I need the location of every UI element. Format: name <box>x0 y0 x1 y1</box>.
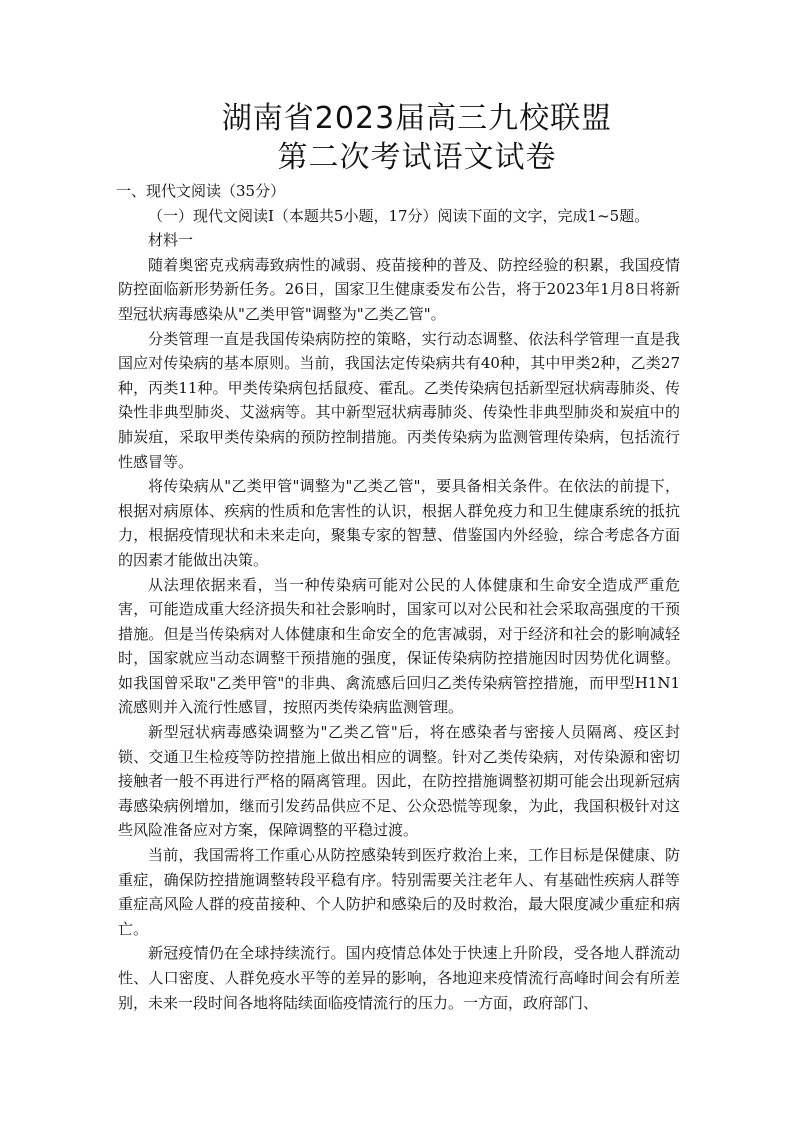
subsection-heading: （一）现代文阅读Ⅰ（本题共5小题，17分）阅读下面的文字，完成1~5题。 <box>148 206 650 225</box>
paragraph-1: 随着奥密克戎病毒致病性的减弱、疫苗接种的普及、防控经验的积累，我国疫情防控面临新形势新任务。26日，国家卫生健康委发布公告，将于2023年1月8日将新型冠状病毒感染从"乙类甲管"调整为"乙类乙管"。 <box>118 255 680 323</box>
paragraph-2: 分类管理一直是我国传染病防控的策略，实行动态调整、依法科学管理一直是我国应对传染病的基本原则。当前，我国法定传染病共有40种，其中甲类2种，乙类27种，丙类11种。甲类传染病包括鼠疫、霍乱。乙类传染病包括新型冠状病毒肺炎、传染性非典型肺炎、艾滋病等。其中新型冠状病毒肺炎、传染性非典型肺炎和炭疽中的肺炭疽，采取甲类传染病的预防控制措施。丙类传染病为监测管理传染病，包括流行性感冒等。 <box>118 329 680 471</box>
paragraph-5: 新型冠状病毒感染调整为"乙类乙管"后，将在感染者与密接人员隔离、疫区封锁、交通卫生检疫等防控措施上做出相应的调整。针对乙类传染病，对传染源和密切接触者一般不再进行严格的隔离管理。因此，在防控措施调整初期可能会出现新冠病毒感染病例增加，继而引发药品供应不足、公众恐慌等现象，为此，我国积极针对这些风险准备应对方案，保障调整的平稳过渡。 <box>118 723 680 840</box>
paragraph-6: 当前，我国需将工作重心从防控感染转到医疗救治上来，工作目标是保健康、防重症，确保防控措施调整转段平稳有序。特别需要关注老年人、有基础性疾病人群等重症高风险人群的疫苗接种、个人防护和感染后的及时救治，最大限度减少重症和病亡。 <box>118 846 680 938</box>
paragraph-7: 新冠疫情仍在全球持续流行。国内疫情总体处于快速上升阶段，受各地人群流动性、人口密度、人群免疫水平等的差异的影响，各地迎来疫情流行高峰时间会有所差别，未来一段时间各地将陆续面临疫情流行的压力。一方面，政府部门、 <box>118 944 680 1012</box>
paragraph-3: 将传染病从"乙类甲管"调整为"乙类乙管"，要具备相关条件。在依法的前提下，根据对病原体、疾病的性质和危害性的认识，根据人群免疫力和卫生健康系统的抵抗力，根据疫情现状和未来走向，聚集专家的智慧、借鉴国内外经验，综合考虑各方面的因素才能做出决策。 <box>118 477 680 569</box>
material-label: 材料一 <box>148 231 194 250</box>
section-heading: 一、现代文阅读（35分） <box>116 182 286 200</box>
exam-body <box>118 179 680 1015</box>
exam-title-line1: 湖南省2023届高三九校联盟 <box>221 101 613 136</box>
paragraph-4: 从法理依据来看，当一种传染病可能对公民的人体健康和生命安全造成严重危害，可能造成重大经济损失和社会影响时，国家可以对公民和社会采取高强度的干预措施。但是当传染病对人体健康和生命安全的危害减弱，对于经济和社会的影响减轻时，国家就应当动态调整干预措施的强度，保证传染病防控措施因时因势优化调整。如我国曾采取"乙类甲管"的非典、禽流感后回归乙类传染病管控措施，而甲型H1N1流感则并入流行性感冒，按照丙类传染病监测管理。 <box>118 575 680 717</box>
exam-title-line2: 第二次考试语文试卷 <box>277 140 557 175</box>
